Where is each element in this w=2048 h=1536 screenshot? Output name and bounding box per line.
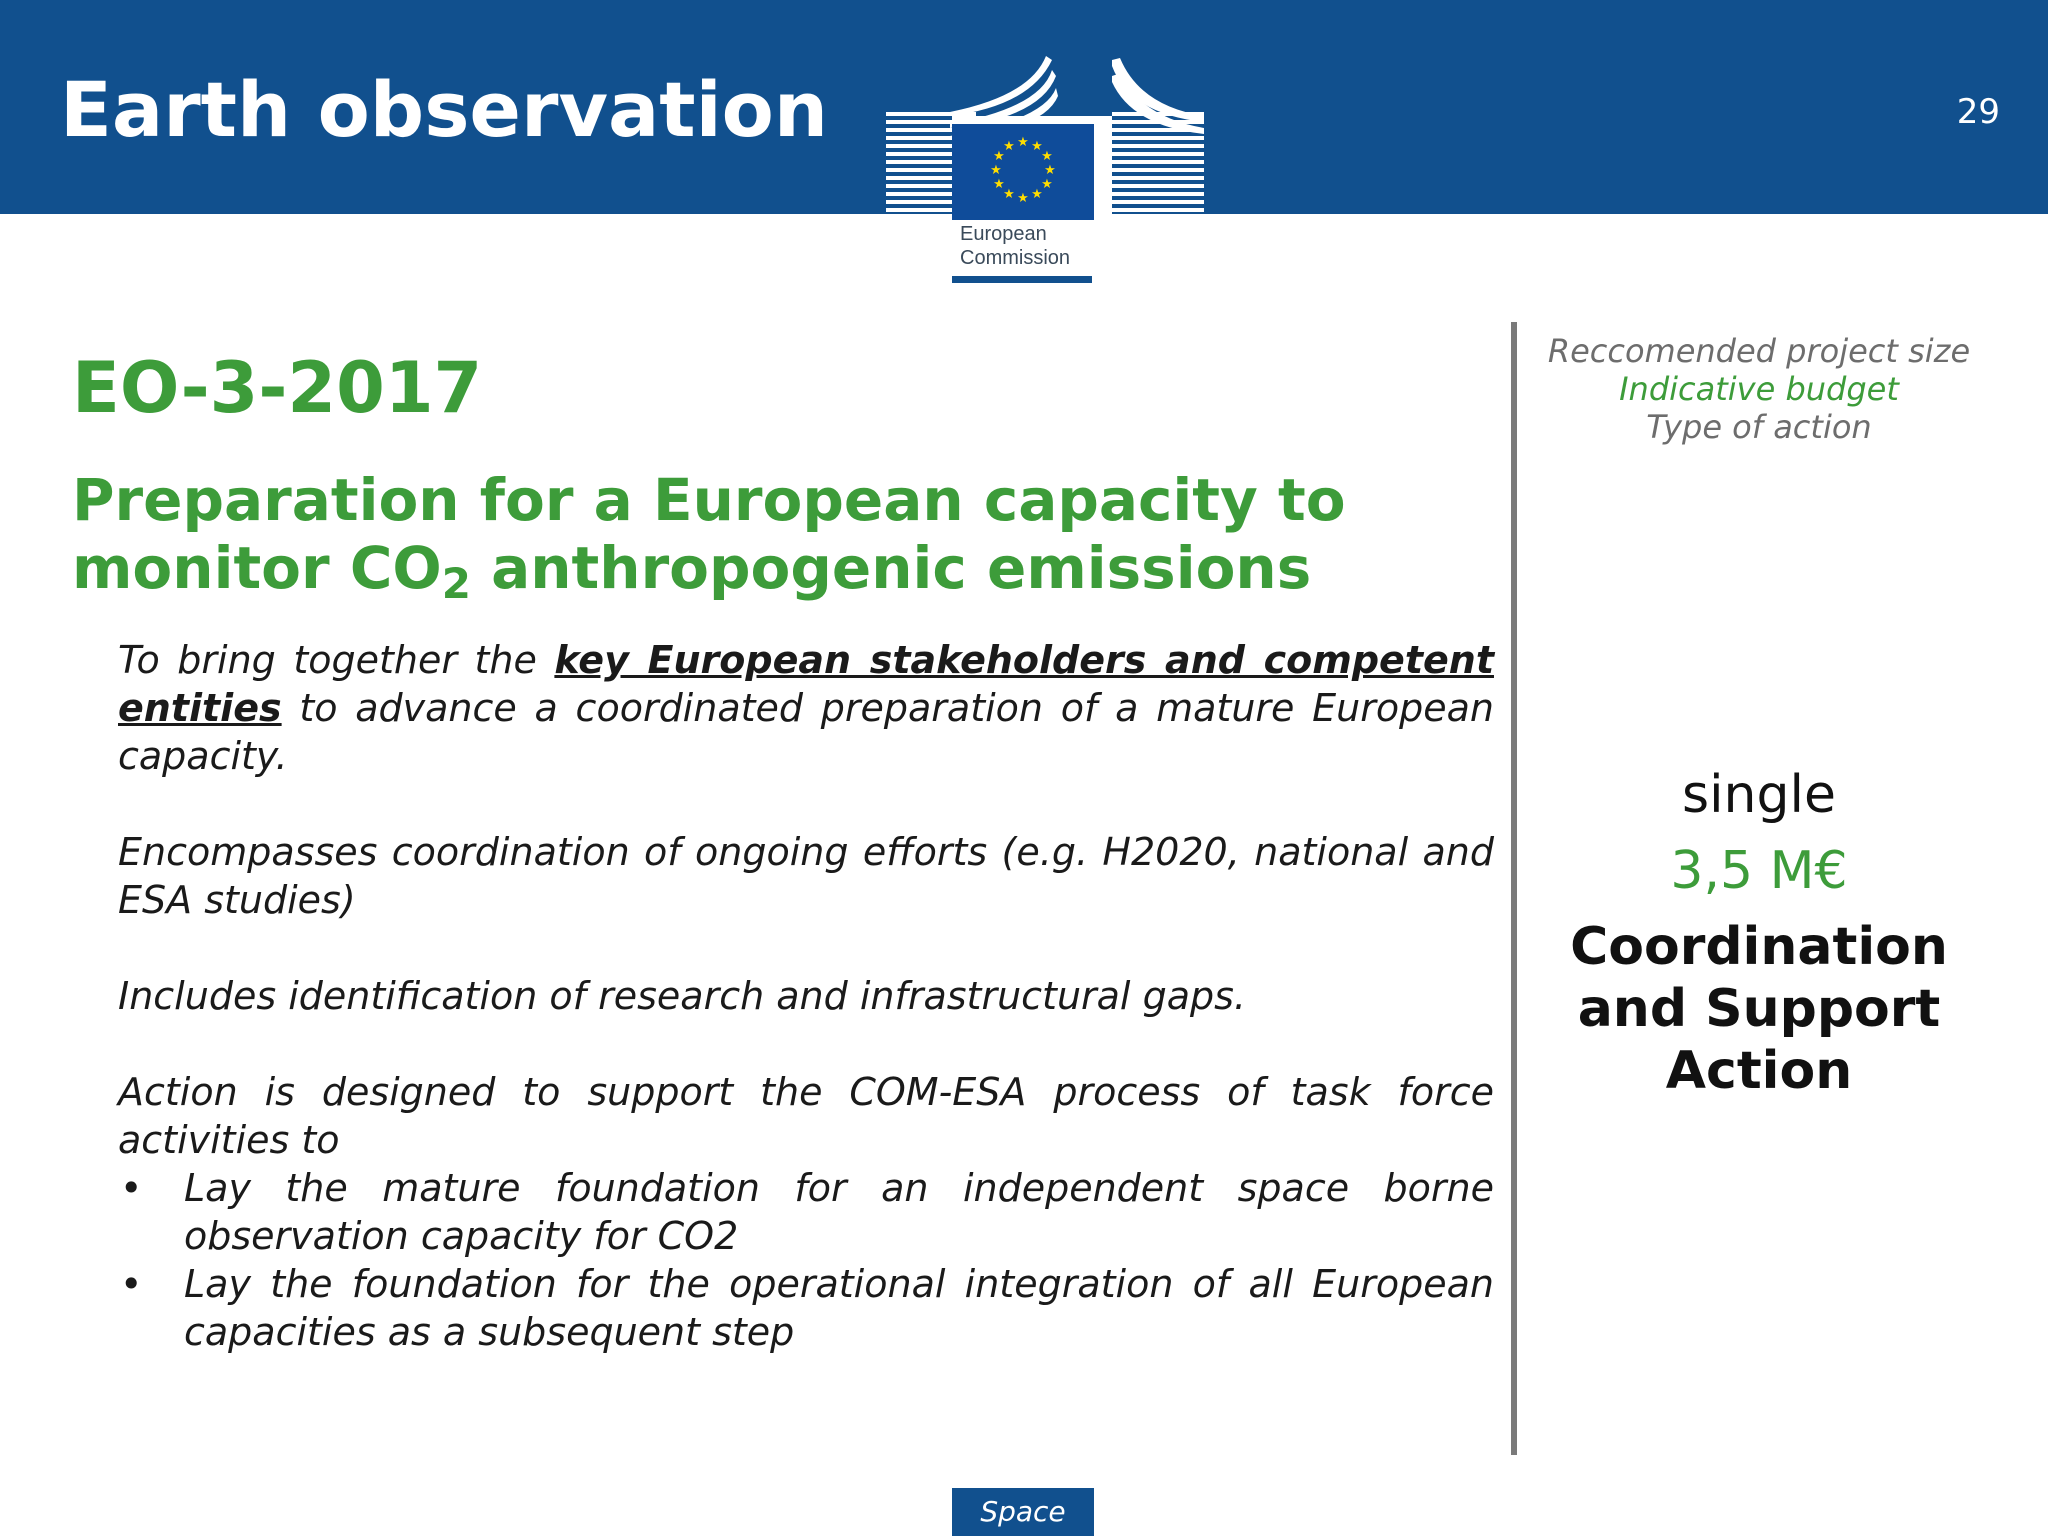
description-paragraph-4: Action is designed to support the COM-ESA process of task force activities to xyxy=(118,1070,1494,1162)
logo-text xyxy=(960,222,1070,270)
description-paragraph-3: Includes identification of research and infrastructural gaps. xyxy=(118,974,1246,1018)
description-bullets xyxy=(118,1164,1494,1356)
sidebar-labels xyxy=(1524,332,1994,446)
logo-underline xyxy=(952,276,1092,283)
svg-text:★: ★ xyxy=(1003,187,1015,202)
value-type-line1: Coordination xyxy=(1570,917,1948,977)
list-item-text: Lay the mature foundation for an independent space borne observation capacity for CO2 xyxy=(184,1166,1494,1258)
description-p1-emphasis: key European stakeholders and competent entities xyxy=(118,638,1494,730)
list-item xyxy=(118,1164,1494,1260)
label-project-size: Reccomended project size xyxy=(1547,332,1971,370)
svg-text:★: ★ xyxy=(993,149,1005,164)
svg-text:★: ★ xyxy=(1031,139,1043,154)
topic-title xyxy=(72,466,1472,618)
description-paragraph-2: Encompasses coordination of ongoing efforts (e.g. H2020, national and ESA studies) xyxy=(118,830,1494,922)
page-number: 29 xyxy=(1956,92,2000,132)
description-p1-pre: To bring together the xyxy=(118,638,555,682)
logo-text-line1: European xyxy=(960,223,1047,245)
description-p1-post: to advance a coordinated preparation of a mature European capacity. xyxy=(118,686,1494,778)
topic-title-subscript: 2 xyxy=(441,559,471,608)
bullet-icon: • xyxy=(120,1262,143,1306)
description-paragraph-1 xyxy=(118,636,1494,780)
svg-text:★: ★ xyxy=(990,163,1002,178)
svg-text:★: ★ xyxy=(1017,135,1029,150)
topic-code: EO-3-2017 xyxy=(72,347,483,429)
value-type-line3: Action xyxy=(1665,1041,1853,1101)
footer-space-tab: Space xyxy=(952,1488,1094,1536)
value-type-line2: and Support xyxy=(1577,979,1941,1039)
topic-title-line2-post: anthropogenic emissions xyxy=(470,534,1312,602)
svg-text:★: ★ xyxy=(1041,149,1053,164)
svg-text:★: ★ xyxy=(993,177,1005,192)
label-type-of-action: Type of action xyxy=(1646,408,1872,446)
page-title: Earth observation xyxy=(60,65,828,154)
value-project-size: single xyxy=(1682,765,1836,825)
list-item-text: Lay the foundation for the operational integration of all European capacities as a subsequent step xyxy=(184,1262,1494,1354)
svg-text:★: ★ xyxy=(1031,187,1043,202)
vertical-divider xyxy=(1511,322,1517,1455)
logo-text-line2: Commission xyxy=(960,247,1071,269)
topic-title-line1: Preparation for a European capacity to xyxy=(72,466,1346,534)
svg-text:★: ★ xyxy=(1017,191,1029,206)
label-indicative-budget: Indicative budget xyxy=(1619,370,1899,408)
list-item xyxy=(118,1260,1494,1356)
svg-text:★: ★ xyxy=(1044,163,1056,178)
topic-title-line2-pre: monitor CO xyxy=(72,534,442,602)
bullet-icon: • xyxy=(120,1166,143,1210)
description xyxy=(118,636,1494,1356)
svg-text:★: ★ xyxy=(1041,177,1053,192)
sidebar-values xyxy=(1524,764,1994,1102)
svg-text:★: ★ xyxy=(1003,139,1015,154)
value-type-of-action xyxy=(1524,916,1994,1102)
value-indicative-budget: 3,5 M€ xyxy=(1670,841,1848,901)
topic-title-line2 xyxy=(72,534,1472,618)
